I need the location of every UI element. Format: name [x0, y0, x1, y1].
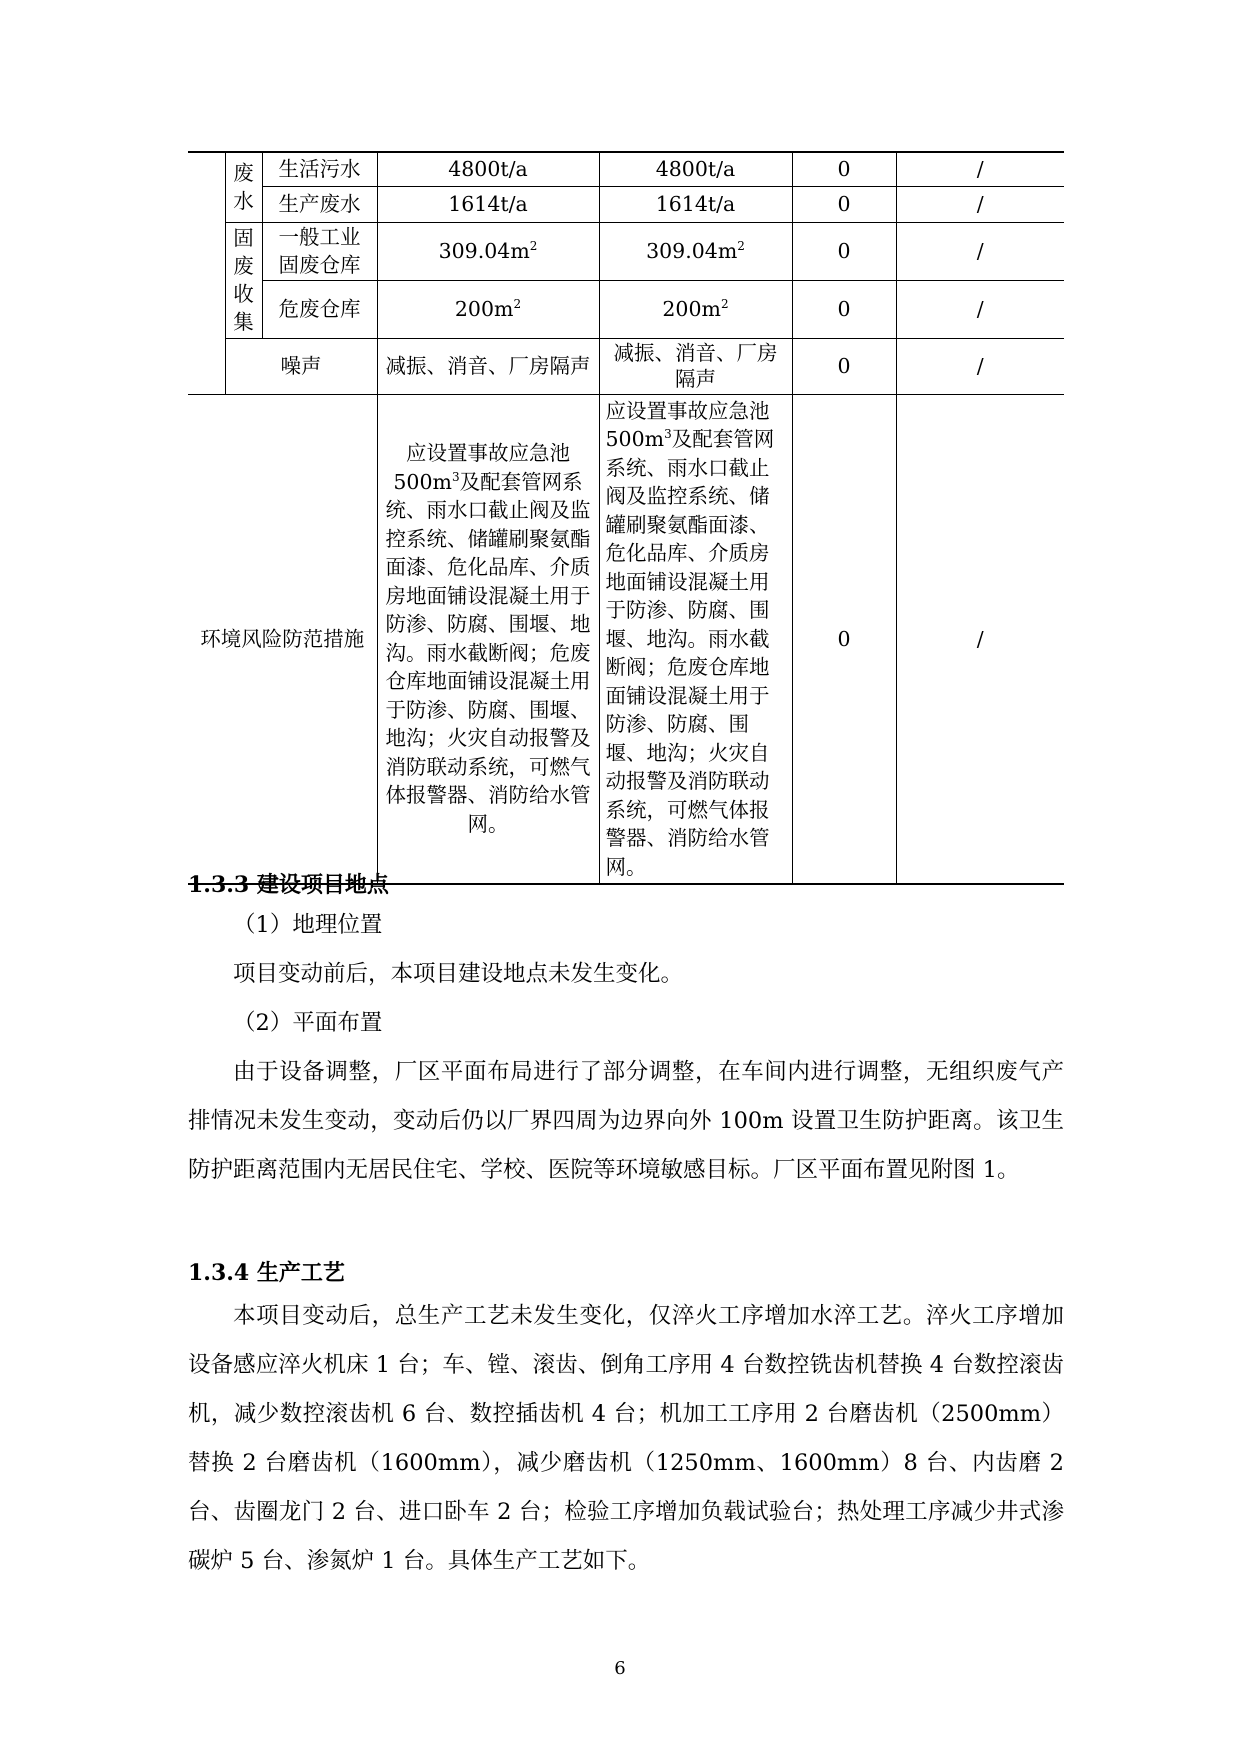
before-cell: 4800t/a — [377, 152, 599, 186]
subheading: （1）地理位置 — [233, 912, 383, 938]
table-row — [188, 152, 1064, 186]
item-cell: 噪声 — [225, 338, 377, 394]
note-cell: / — [896, 338, 1064, 394]
after-cell: 4800t/a — [599, 152, 792, 186]
note-cell: / — [896, 152, 1064, 186]
table-row — [188, 186, 1064, 222]
paragraph: 项目变动前后，本项目建设地点未发生变化。 — [233, 961, 684, 987]
change-cell: 0 — [792, 394, 896, 884]
item-cell: 危废仓库 — [262, 280, 377, 338]
note-cell: / — [896, 222, 1064, 280]
category-cell: 废水 — [225, 152, 262, 222]
before-cell: 应设置事故应急池 $500m^3$及配套管网系统、雨水口截止阀及监控系统、储罐刷聚氨酯面漆、危化品库、介质房地面铺设混凝土用于防渗、防腐、围堰、地沟。雨水截断阀；危废仓库地面铺设混凝土用于防渗、防腐、围堰、地沟；火灾自动报警及消防联动系统，可燃气体报警器、消防给水管网。 — [377, 394, 599, 884]
after-cell: $200m^2$ — [599, 280, 792, 338]
after-cell: 减振、消音、厂房 隔声 — [599, 338, 792, 394]
note-cell: / — [896, 280, 1064, 338]
before-cell: $309.04m^2$ — [377, 222, 599, 280]
note-cell: / — [896, 186, 1064, 222]
change-cell: 0 — [792, 280, 896, 338]
category-cell: 固废收集 — [225, 222, 262, 338]
section-body — [188, 1292, 1064, 1586]
paragraph: 由于设备调整，厂区平面布局进行了部分调整，在车间内进行调整，无组织废气产排情况未发生变动，变动后仍以厂界四周为边界向外 100m 设置卫生防护距离。该卫生防护距离范围内无居民住宅、学校、医院等环境敏感目标。厂区平面布置见附图 1。 — [188, 1059, 1064, 1183]
before-cell: $200m^2$ — [377, 280, 599, 338]
section-heading: 1.3.4 生产工艺 — [188, 1260, 345, 1286]
after-cell: 应设置事故应急池 $500m^3$及配套管网系统、雨水口截止阀及监控系统、储罐刷聚氨酯面漆、危化品库、介质房地面铺设混凝土用于防渗、防腐、围堰、地沟。雨水截断阀；危废仓库地面铺设混凝土用于防渗、防腐、围堰、地沟；火灾自动报警及消防联动系统，可燃气体报警器、消防给水管网。 — [599, 394, 792, 884]
page-number: 6 — [614, 1658, 626, 1679]
table-row — [188, 280, 1064, 338]
paragraph: 本项目变动后，总生产工艺未发生变化，仅淬火工序增加水淬工艺。淬火工序增加设备感应淬火机床 1 台；车、镗、滚齿、倒角工序用 4 台数控铣齿机替换 4 台数控滚齿机，减少数控滚齿机 6 台、数控插齿机 4 台；机加工工序用 2 台磨齿机（2500mm）替换 2 台磨齿机（1600mm），减少磨齿机（1250mm、1600mm）8 台、内齿磨 2 台、齿圈龙门 2 台、进口卧车 2 台；检验工序增加负载试验台；热处理工序减少井式渗碳炉 5 台、渗氮炉 1 台。具体生产工艺如下。 — [188, 1303, 1064, 1574]
change-cell: 0 — [792, 186, 896, 222]
change-cell: 0 — [792, 338, 896, 394]
before-cell: 减振、消音、厂房隔声 — [377, 338, 599, 394]
blank-cell — [188, 152, 225, 394]
item-cell: 生产废水 — [262, 186, 377, 222]
note-cell: / — [896, 394, 1064, 884]
after-cell: $309.04m^2$ — [599, 222, 792, 280]
table-row — [188, 394, 1064, 884]
change-cell: 0 — [792, 152, 896, 186]
change-cell: 0 — [792, 222, 896, 280]
after-cell: 1614t/a — [599, 186, 792, 222]
before-cell: 1614t/a — [377, 186, 599, 222]
environment-measures-table — [188, 151, 1064, 885]
table-row — [188, 222, 1064, 280]
table-row — [188, 338, 1064, 394]
subheading: （2）平面布置 — [233, 1010, 383, 1036]
section-body — [188, 901, 1064, 1195]
section-heading: 1.3.3 建设项目地点 — [188, 872, 389, 898]
item-cell: 生活污水 — [262, 152, 377, 186]
item-cell: 环境风险防范措施 — [188, 394, 377, 884]
item-cell: 一般工业固废仓库 — [262, 222, 377, 280]
